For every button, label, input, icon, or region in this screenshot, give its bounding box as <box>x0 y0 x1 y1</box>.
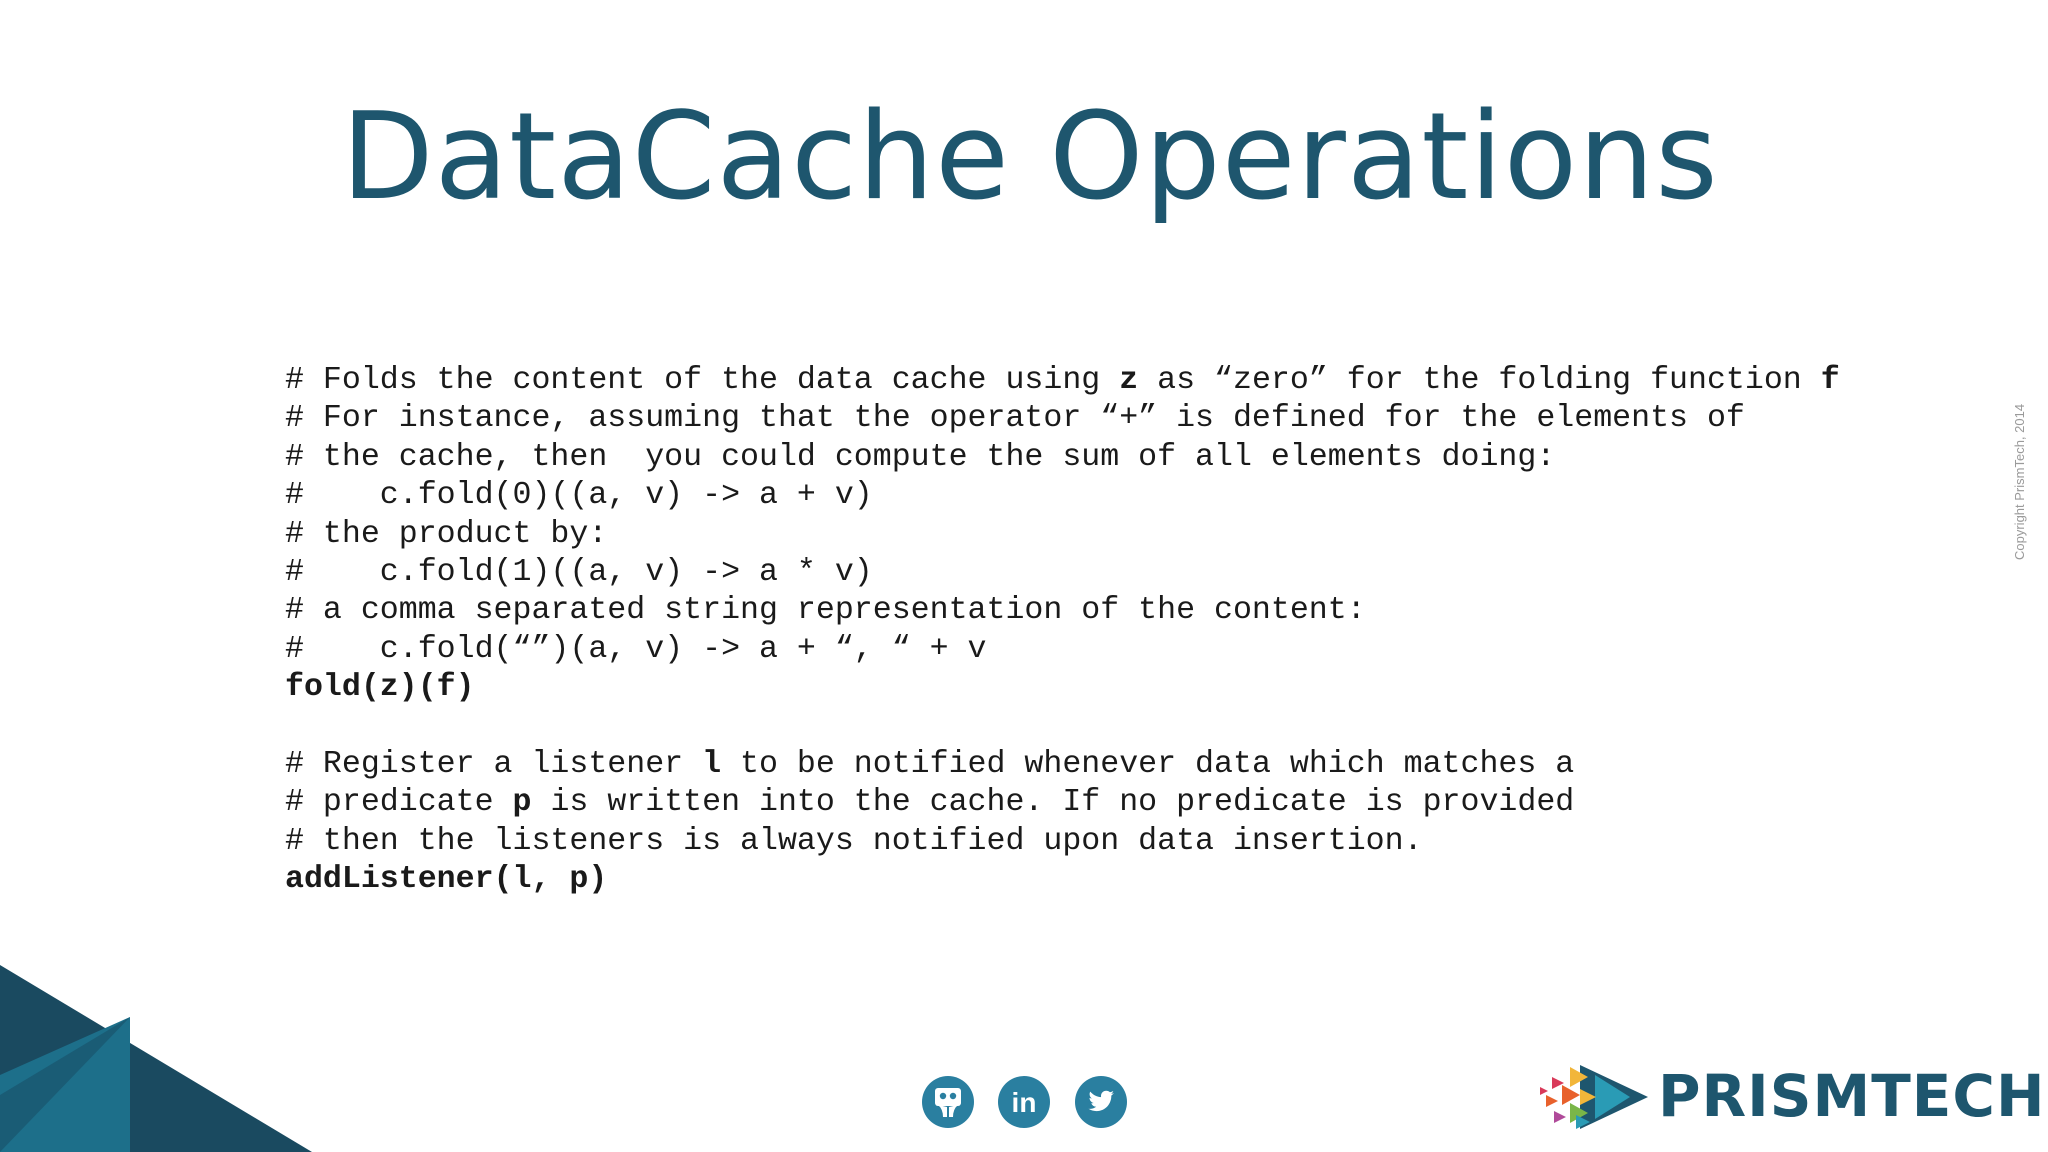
code-text: # the product by: <box>285 516 608 552</box>
code-keyword: fold(z)(f) <box>285 670 475 706</box>
prismtech-logo <box>1540 1055 2046 1135</box>
code-line <box>285 823 1840 861</box>
code-text: # then the listeners is always notified upon data insertion. <box>285 823 1423 859</box>
code-line <box>285 477 1840 515</box>
code-keyword: z <box>1119 363 1139 398</box>
code-line <box>285 669 1840 707</box>
code-text: # c.fold(0)((a, v) -> a + v) <box>285 478 873 514</box>
code-keyword: p <box>512 785 532 821</box>
code-text: # c.fold(1)((a, v) -> a * v) <box>285 554 873 590</box>
code-text: # predicate <box>285 785 513 821</box>
code-block <box>285 362 1840 899</box>
twitter-icon <box>1074 1075 1128 1129</box>
code-text: # Folds the content of the data cache using <box>285 363 1120 398</box>
twitter-link[interactable] <box>1074 1075 1128 1129</box>
code-line <box>285 708 1840 746</box>
code-line <box>285 362 1840 400</box>
code-text: to be notified whenever data which matches a <box>721 746 1575 782</box>
copyright-text: Copyright PrismTech, 2014 <box>2012 403 2027 560</box>
prism-logo-icon <box>1540 1055 1650 1135</box>
slideshare-link[interactable] <box>921 1075 975 1129</box>
slideshare-icon <box>921 1075 975 1129</box>
code-line <box>285 784 1840 822</box>
code-text: # For instance, assuming that the operator “+” is defined for the elements of <box>285 401 1745 437</box>
linkedin-link[interactable] <box>997 1075 1051 1129</box>
code-line <box>285 554 1840 592</box>
code-line <box>285 400 1840 438</box>
code-line <box>285 439 1840 477</box>
code-keyword: f <box>1820 363 1840 398</box>
code-keyword: l <box>702 746 722 782</box>
code-text: # a comma separated string representation of the content: <box>285 593 1366 629</box>
code-line <box>285 861 1840 899</box>
code-line <box>285 516 1840 554</box>
slide-title: DataCache Operations <box>341 88 1719 227</box>
code-line <box>285 592 1840 630</box>
code-text: # c.fold(“”)(a, v) -> a + “, “ + v <box>285 631 987 667</box>
code-line <box>285 746 1840 784</box>
code-keyword: addListener(l, p) <box>285 862 608 898</box>
code-text: is written into the cache. If no predicate is provided <box>531 785 1575 821</box>
code-line <box>285 631 1840 669</box>
code-text: # Register a listener <box>285 746 703 782</box>
linkedin-icon <box>997 1075 1051 1129</box>
code-text: as “zero” for the folding function <box>1138 363 1821 398</box>
svg-text:in: in <box>1011 1087 1037 1118</box>
code-text: # the cache, then you could compute the sum of all elements doing: <box>285 439 1556 475</box>
brand-name: PRISMTECH <box>1658 1062 2046 1130</box>
corner-decoration <box>0 965 320 1152</box>
